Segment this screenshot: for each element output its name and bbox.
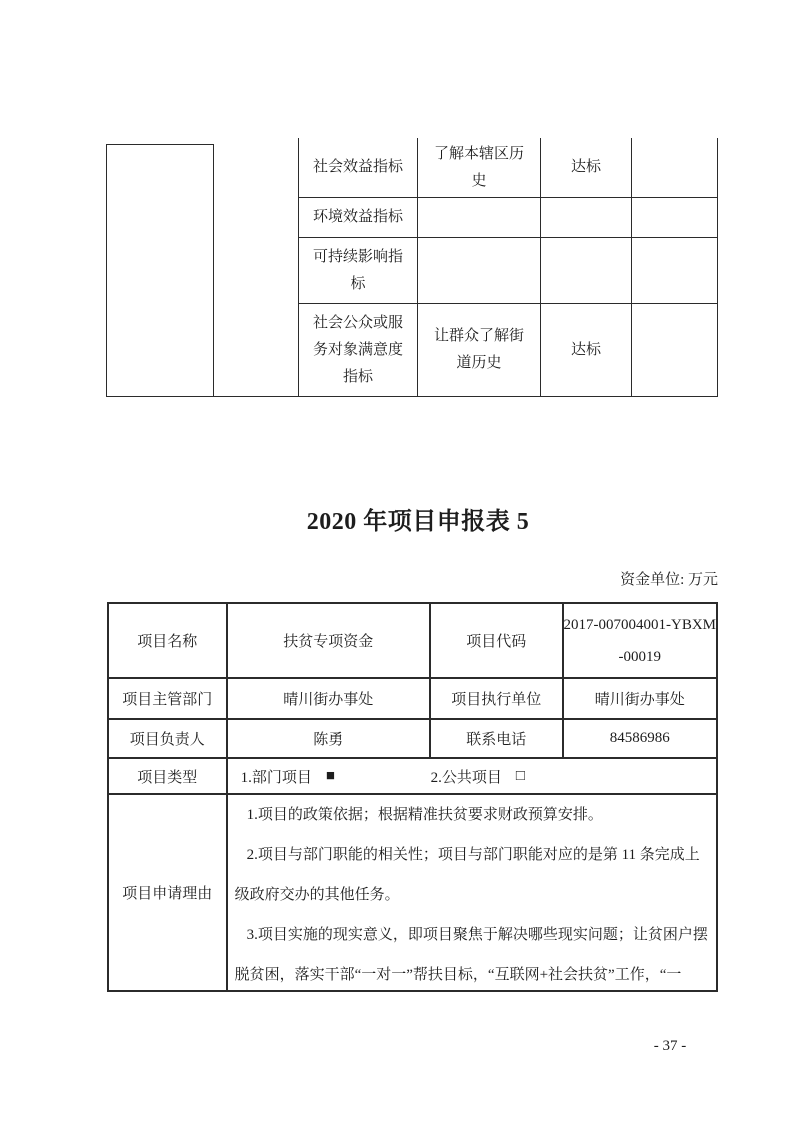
indicator-value-cell xyxy=(418,138,541,198)
field-label: 项目执行单位 xyxy=(451,692,542,708)
reason-text-line: 脱贫困，落实干部“一对一”帮扶目标，“互联网+社会扶贫”工作，“一 xyxy=(234,967,682,983)
project-code-label-cell xyxy=(431,604,564,679)
application-reason-text-cell xyxy=(228,795,718,992)
project-code-line: -00019 xyxy=(618,648,661,665)
department-row xyxy=(109,679,718,720)
option-label: 1.部门项目 xyxy=(240,769,312,786)
option-department-project xyxy=(241,766,431,787)
indicator-status: 达标 xyxy=(570,159,601,175)
empty-cell xyxy=(541,198,632,238)
responsible-person-label-cell xyxy=(109,720,228,759)
field-label: 项目申请理由 xyxy=(122,886,213,902)
empty-cell xyxy=(632,238,718,304)
project-table xyxy=(107,602,718,992)
indicator-value-line: 史 xyxy=(471,172,487,189)
empty-cell xyxy=(632,138,718,198)
indicator-status: 达标 xyxy=(570,341,601,358)
field-label: 联系电话 xyxy=(466,732,527,748)
application-reason-row xyxy=(109,795,718,992)
field-value: 陈勇 xyxy=(313,732,344,748)
empty-cell xyxy=(632,198,718,238)
indicator-value-line: 了解本辖区历 xyxy=(433,145,524,162)
project-code-value-cell xyxy=(564,604,719,679)
project-type-label-cell xyxy=(109,759,228,795)
empty-tall-cell-2 xyxy=(214,144,298,397)
indicator-status-cell xyxy=(541,138,632,198)
reason-text-line: 3.项目实施的现实意义，即项目聚焦于解决哪些现实问题；让贫困户摆 xyxy=(246,927,708,943)
phone-value-cell xyxy=(564,720,719,759)
indicator-grid xyxy=(298,138,718,397)
indicator-label-line: 可持续影响指 xyxy=(312,248,403,265)
project-type-options-cell xyxy=(228,759,718,795)
indicator-label-cell xyxy=(298,238,418,304)
page-number: - 37 - xyxy=(653,1038,687,1054)
indicator-label-line: 指标 xyxy=(342,368,373,385)
field-label: 项目主管部门 xyxy=(122,692,213,708)
reason-text-line: 2.项目与部门职能的相关性；项目与部门职能对应的是第 11 条完成上 xyxy=(246,847,700,863)
empty-tall-cell-1 xyxy=(106,144,214,397)
field-value: 晴川街办事处 xyxy=(283,692,374,708)
indicator-continuation-table xyxy=(106,138,718,397)
indicator-status-cell xyxy=(541,304,632,397)
checkbox-empty-icon: □ xyxy=(515,767,525,784)
indicator-value-cell xyxy=(418,304,541,397)
empty-cell xyxy=(541,238,632,304)
field-label: 项目名称 xyxy=(137,634,198,650)
option-label: 2.公共项目 xyxy=(430,769,502,786)
responsible-person-value-cell xyxy=(228,720,431,759)
checkbox-filled-icon: ■ xyxy=(325,767,335,784)
field-value: 晴川街办事处 xyxy=(594,692,685,708)
executing-unit-label-cell xyxy=(431,679,564,720)
reason-text-line: 1.项目的政策依据；根据精准扶贫要求财政预算安排。 xyxy=(246,807,603,823)
field-label: 项目代码 xyxy=(466,634,527,650)
indicator-value-line: 道历史 xyxy=(456,355,502,371)
indicator-label-line: 务对象满意度 xyxy=(312,341,403,358)
department-label-cell xyxy=(109,679,228,720)
field-label: 项目类型 xyxy=(137,769,198,786)
department-value-cell xyxy=(228,679,431,720)
option-public-project xyxy=(431,766,525,787)
project-type-row xyxy=(109,759,718,795)
phone-label-cell xyxy=(431,720,564,759)
page-title: 2020 年项目申报表 5 xyxy=(306,509,530,535)
indicator-value-line: 让群众了解街 xyxy=(433,328,524,344)
empty-cell xyxy=(418,238,541,304)
responsible-person-row xyxy=(109,720,718,759)
empty-cell xyxy=(632,304,718,397)
indicator-label-line: 社会公众或服 xyxy=(312,314,403,331)
project-name-row xyxy=(109,604,718,679)
field-value: 84586986 xyxy=(609,730,670,746)
empty-cell xyxy=(418,198,541,238)
application-reason-label-cell xyxy=(109,795,228,992)
executing-unit-value-cell xyxy=(564,679,719,720)
field-label: 项目负责人 xyxy=(129,732,205,748)
project-name-value-cell xyxy=(228,604,431,679)
indicator-label-line: 标 xyxy=(350,275,366,292)
indicator-label-cell xyxy=(298,304,418,397)
indicator-label: 社会效益指标 xyxy=(312,159,403,175)
project-name-label-cell xyxy=(109,604,228,679)
project-code-line: 2017-007004001-YBXM xyxy=(563,616,716,633)
indicator-label-cell xyxy=(298,138,418,198)
unit-note: 资金单位: 万元 xyxy=(620,572,718,588)
field-value: 扶贫专项资金 xyxy=(283,634,374,650)
indicator-label: 环境效益指标 xyxy=(312,209,403,225)
reason-text-line: 级政府交办的其他任务。 xyxy=(234,887,400,903)
indicator-label-cell xyxy=(298,198,418,238)
